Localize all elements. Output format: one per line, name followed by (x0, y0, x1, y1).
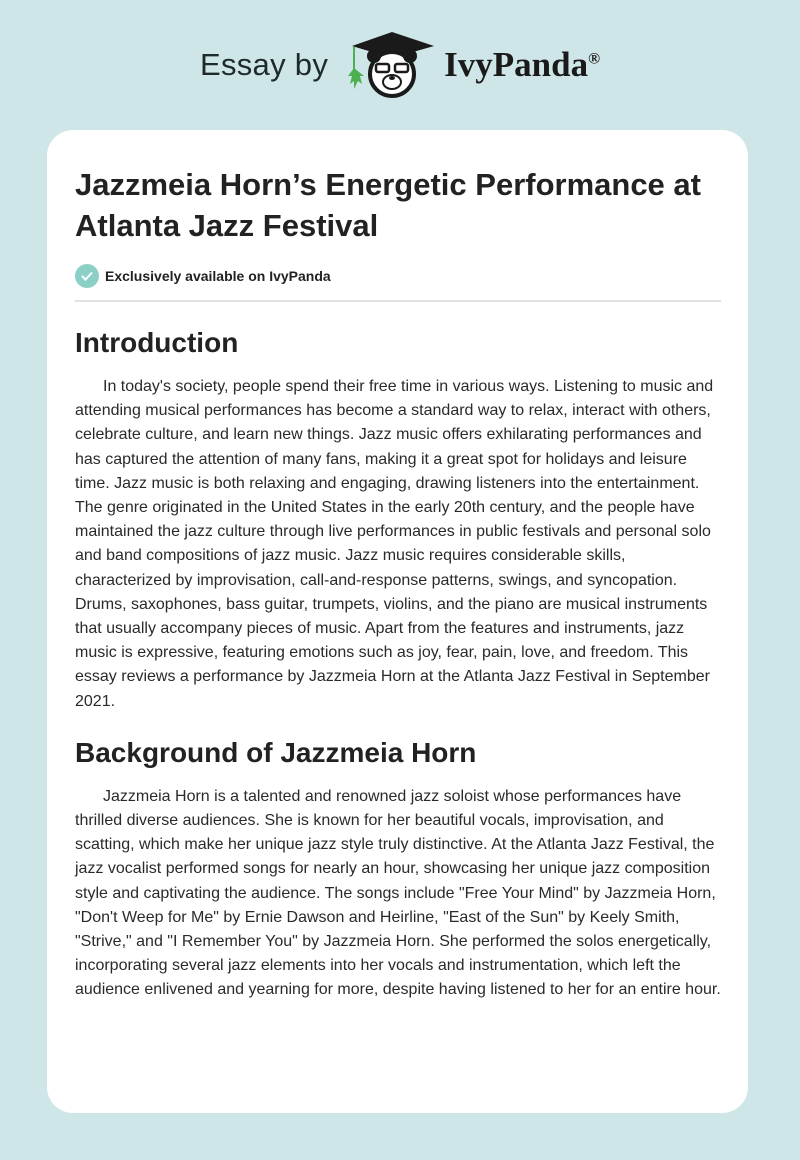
badge-label: Exclusively available on IvyPanda (105, 268, 331, 284)
brand-text: IvyPanda (444, 45, 589, 84)
divider (75, 300, 721, 302)
page-title: Jazzmeia Horn’s Energetic Performance at Atlanta Jazz Festival (75, 167, 701, 243)
panda-logo-icon[interactable] (348, 30, 436, 100)
essay-card (47, 130, 748, 1113)
section-heading: Introduction (75, 327, 239, 358)
section-paragraph: In today's society, people spend their free time in various ways. Listening to music and attending musical performances has become a standard way to relax, interact with others, celebrate culture, and learn new things. Jazz music offers exhilarating performances and has captured the attention of many fans, making it a great spot for holidays and leisure time. Jazz music is both relaxing and engaging, drawing listeners into the entertainment. The genre originated in the United States in the early 20th century, and the people have maintained the jazz culture through live performances in public festivals and personal solo and band compositions of jazz music. Jazz music requires considerable skills, characterized by improvisation, call-and-response patterns, swings, and syncopation. Drums, saxophones, bass guitar, trumpets, violins, and the piano are musical instruments that usually accompany pieces of music. Apart from the features and instruments, jazz music is expressive, featuring emotions such as joy, fear, pain, love, and freedom. This essay reviews a performance by Jazzmeia Horn at the Atlanta Jazz Festival in September 2021. (75, 378, 714, 710)
section-paragraph: Jazzmeia Horn is a talented and renowned jazz soloist whose performances have thrilled diverse audiences. She is known for her beautiful vocals, improvisation, and scatting, which make her unique jazz style truly distinctive. At the Atlanta Jazz Festival, the jazz vocalist performed songs for nearly an hour, showcasing her unique jazz composition style and captivating the audience. The songs include "Free Your Mind" by Jazzmeia Horn, "Don't Weep for Me" by Ernie Dawson and Heirline, "East of the Sun" by Keely Smith, "Strive," and "I Remember You" by Jazzmeia Horn. She performed the solos energetically, incorporating several jazz elements into her vocals and instrumentation, which left the audience enlivened and yearning for more, despite having listened to her for an entire hour. (75, 787, 721, 999)
exclusive-badge (75, 264, 721, 288)
registered-mark: ® (588, 50, 601, 68)
brand-name[interactable] (444, 45, 600, 85)
check-icon (75, 264, 99, 288)
site-header (0, 30, 800, 100)
section-heading: Background of Jazzmeia Horn (75, 736, 477, 768)
essay-by-label: Essay by (199, 47, 329, 82)
